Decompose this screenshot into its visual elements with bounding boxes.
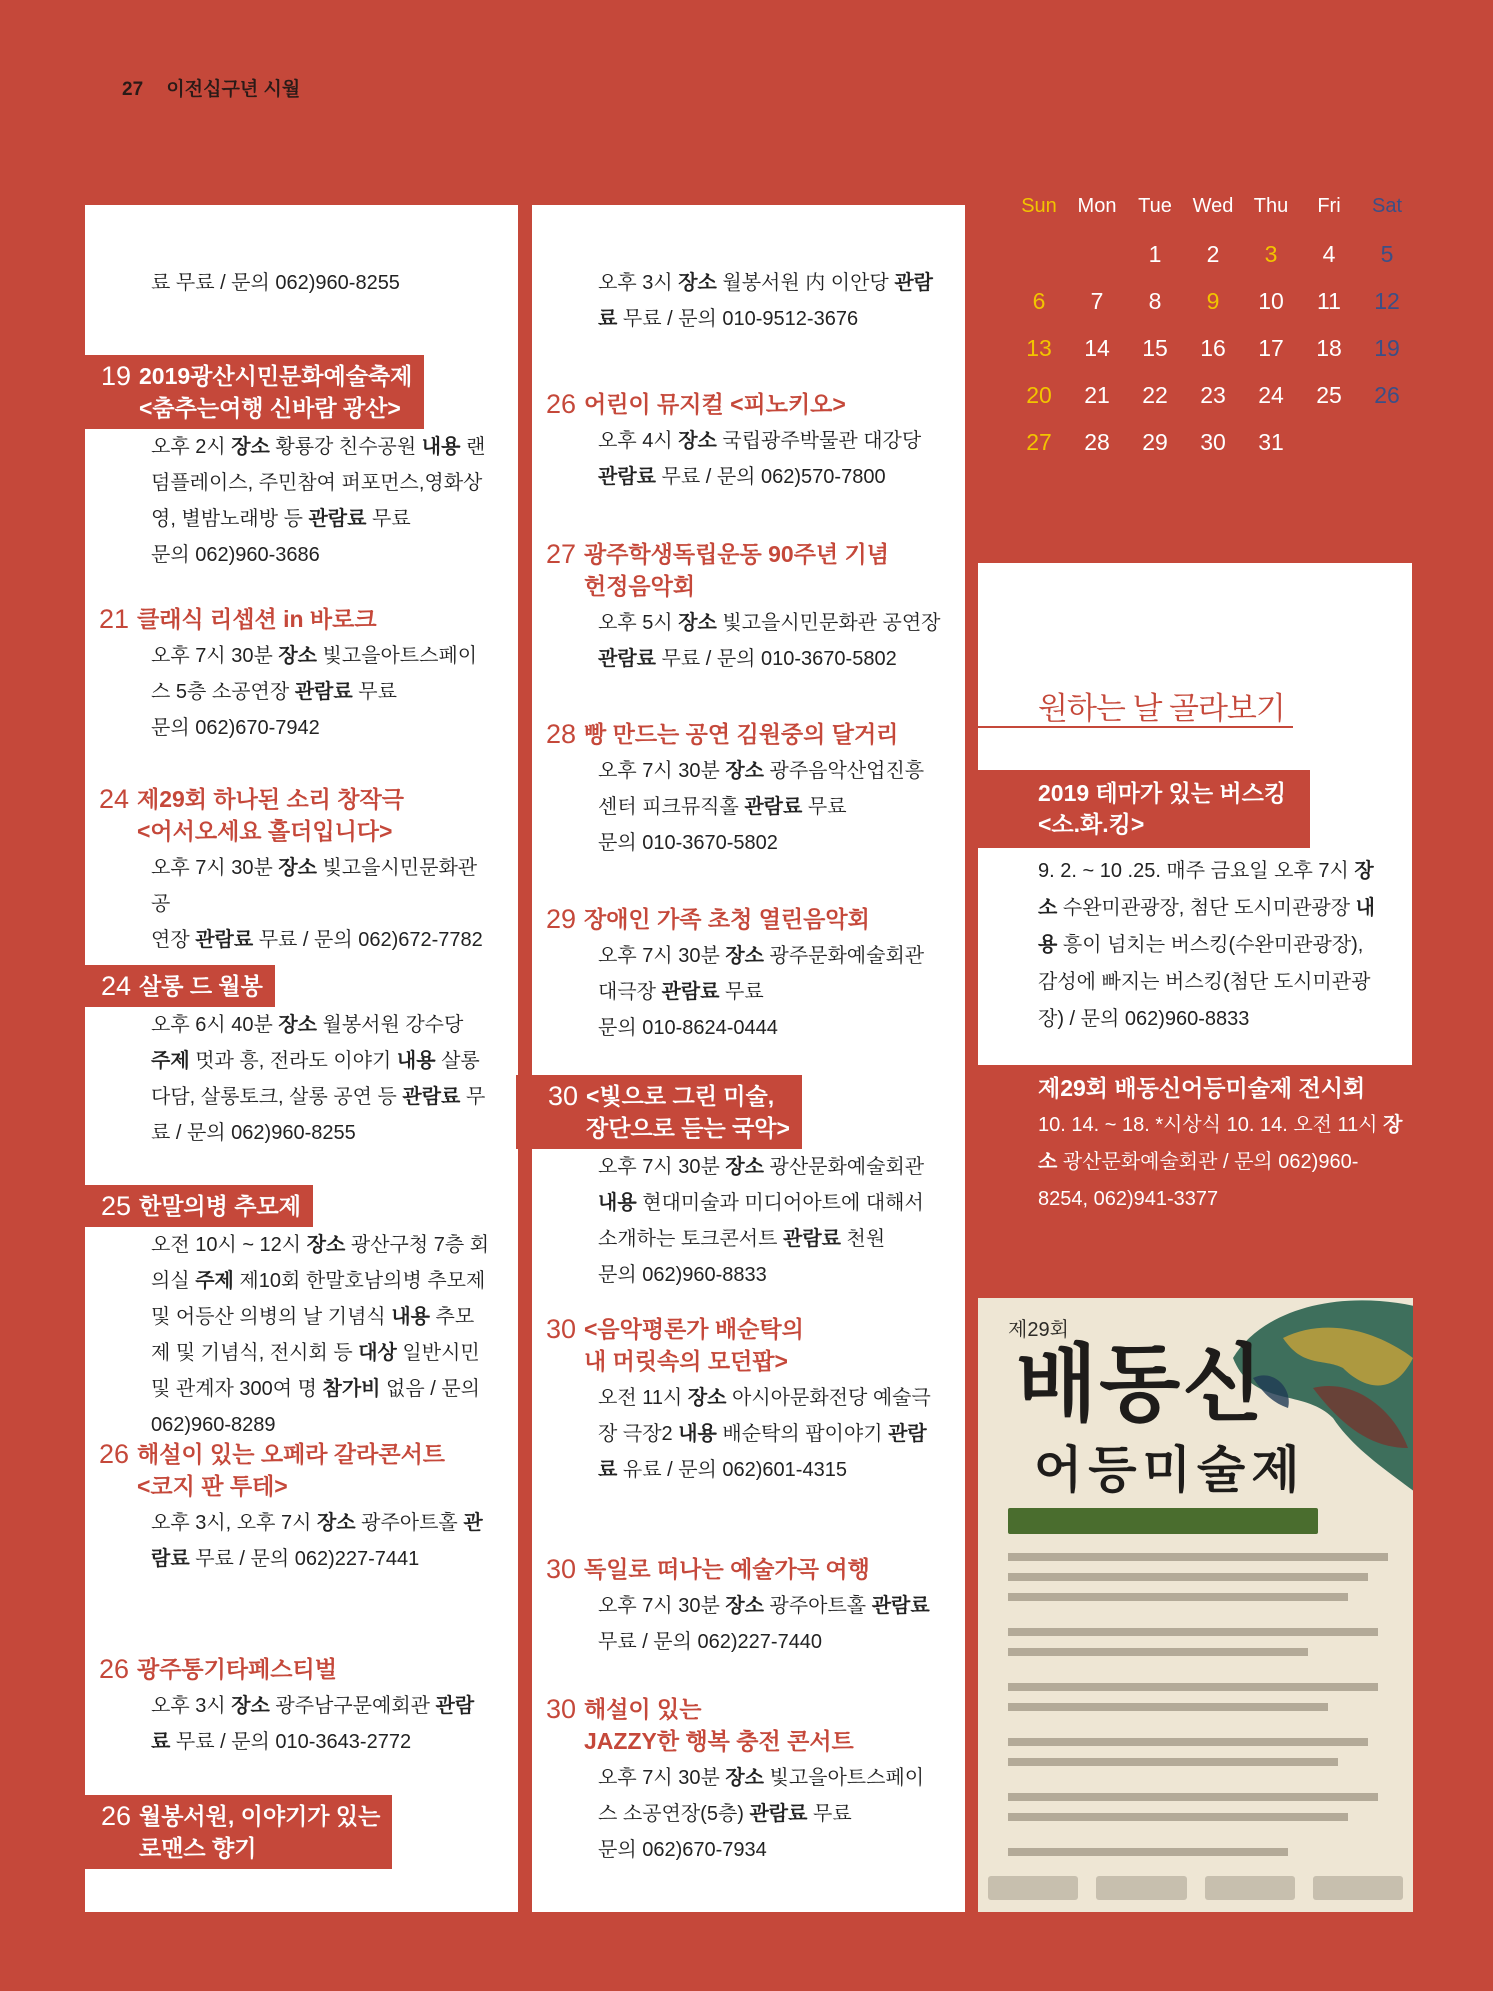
poster-text-line — [1008, 1553, 1388, 1561]
event-day: 19 — [100, 361, 131, 391]
event-title — [69, 1185, 313, 1227]
issue-title: 이전십구년 시월 — [166, 79, 301, 100]
events-column-2 — [532, 205, 965, 1912]
event-title — [516, 1075, 802, 1149]
pick-a-day-panel — [978, 563, 1412, 1065]
calendar-day[interactable]: 28 — [1084, 429, 1110, 455]
event-item — [532, 265, 965, 337]
event-title-text: 월봉서원, 이야기가 있는 로맨스 향기 — [139, 1803, 381, 1861]
sponsor-logo — [1096, 1876, 1186, 1900]
exhibition-title: 제29회 배동신어등미술제 전시회 — [978, 1067, 1398, 1109]
poster-text-line — [1008, 1848, 1288, 1856]
weekday-fri: Fri — [1317, 195, 1341, 217]
event-day: 30 — [547, 1081, 578, 1111]
event-day: 25 — [100, 1191, 131, 1221]
event-item — [532, 385, 965, 495]
event-title — [532, 1550, 965, 1588]
event-details: 오후 3시 장소 월봉서원 内 이안당 관람 료 무료 / 문의 010-9512-3676 — [598, 272, 933, 330]
poster-info-band — [1008, 1508, 1318, 1534]
event-title — [85, 600, 518, 638]
event-title — [532, 535, 965, 605]
event-title — [85, 780, 518, 850]
event-details: 오후 6시 40분 장소 월봉서원 강수당 주제 멋과 흥, 전라도 이야기 내용 살롱 다담, 살롱토크, 살롱 공연 등 관람료 무 료 / 문의 062)960-8255 — [151, 1014, 486, 1144]
event-title-text: 해설이 있는 오페라 갈라콘서트 <코지 판 투테> — [137, 1441, 446, 1499]
weekday-thu: Thu — [1253, 195, 1289, 217]
calendar-day — [1358, 419, 1416, 466]
event-details: 오후 7시 30분 장소 빛고을시민문화관 공 연장 관람료 무료 / 문의 062)672-7782 — [151, 857, 483, 951]
calendar-day[interactable]: 30 — [1200, 429, 1226, 455]
event-title — [532, 1690, 965, 1760]
calendar-day[interactable]: 4 — [1322, 241, 1336, 267]
event-item — [85, 1795, 518, 1869]
calendar-day[interactable]: 2 — [1206, 241, 1220, 267]
event-title — [532, 900, 965, 938]
calendar-day[interactable]: 1 — [1148, 241, 1162, 267]
event-details: 오후 7시 30분 장소 광주아트홀 관람료 무료 / 문의 062)227-7440 — [598, 1595, 930, 1653]
event-item — [532, 1690, 965, 1868]
calendar-day[interactable]: 16 — [1200, 335, 1226, 361]
event-details: 오후 2시 장소 황룡강 친수공원 내용 랜 덤플레이스, 주민참여 퍼포먼스,영화상 영, 별밤노래방 등 관람료 무료 문의 062)960-3686 — [151, 436, 486, 566]
event-title-text: 클래식 리셉션 in 바로크 — [137, 606, 377, 632]
calendar-week — [1010, 419, 1420, 466]
title-underline — [978, 726, 1293, 728]
event-details: 오후 7시 30분 장소 광산문화예술회관 내용 현대미술과 미디어아트에 대해서 소개하는 토크콘서트 관람료 천원 문의 062)960-8833 — [598, 1156, 925, 1286]
event-item — [85, 1185, 518, 1443]
calendar-week — [1010, 325, 1420, 372]
event-day: 24 — [98, 784, 129, 814]
event-title-text: 살롱 드 월봉 — [139, 973, 263, 999]
calendar-week — [1010, 372, 1420, 419]
calendar-weekday-header — [1010, 195, 1420, 231]
calendar-day[interactable]: 27 — [1026, 429, 1052, 455]
pick-a-day-title: 원하는 날 골라보기 — [1038, 691, 1285, 726]
poster-edition: 제29회 — [1008, 1319, 1069, 1341]
event-item — [85, 355, 518, 573]
event-day: 26 — [98, 1439, 129, 1469]
event-title-text: 독일로 떠나는 예술가곡 여행 — [584, 1556, 870, 1582]
event-title — [532, 385, 965, 423]
event-title — [85, 1435, 518, 1505]
weekday-wed: Wed — [1192, 195, 1234, 217]
event-title-text: 빵 만드는 공연 김원중의 달거리 — [584, 721, 899, 747]
busking-event-details: 9. 2. ~ 10 .25. 매주 금요일 오후 7시 장 소 수완미관광장, 첨단 도시미관광장 내 용 흥이 넘치는 버스킹(수완미관광장), 감성에 빠지는 버스킹(첨단 도시미관광 장) / 문의 062)960-8833 — [1038, 860, 1375, 1030]
event-day: 29 — [545, 904, 576, 934]
event-day: 28 — [545, 719, 576, 749]
event-item — [532, 1075, 965, 1293]
calendar-day[interactable]: 13 — [1026, 335, 1052, 361]
poster-headline: 배동신 — [1016, 1337, 1266, 1431]
calendar-day — [1300, 419, 1358, 466]
poster-text-line — [1008, 1793, 1378, 1801]
event-details: 오후 7시 30분 장소 광주음악산업진흥 센터 피크뮤직홀 관람료 무료 문의 010-3670-5802 — [598, 760, 925, 854]
event-item — [85, 780, 518, 958]
calendar-day[interactable]: 20 — [1026, 382, 1052, 408]
poster-text-line — [1008, 1758, 1338, 1766]
poster-sponsor-logos — [988, 1876, 1403, 1900]
poster-text-line — [1008, 1628, 1378, 1636]
event-item — [532, 1310, 965, 1488]
event-item — [85, 265, 518, 301]
event-title-text: <음악평론가 배순탁의 내 머릿속의 모던팝> — [584, 1316, 804, 1374]
calendar-day[interactable]: 17 — [1258, 335, 1284, 361]
poster-subheadline: 어등미술제 — [1034, 1442, 1306, 1498]
event-day: 24 — [100, 971, 131, 1001]
poster-text-line — [1008, 1573, 1368, 1581]
event-day: 27 — [545, 539, 576, 569]
event-title-text: <빛으로 그린 미술, 장단으로 듣는 국악> — [586, 1083, 790, 1141]
weekday-sun: Sun — [1021, 195, 1057, 217]
event-item — [532, 535, 965, 677]
weekday-mon: Mon — [1077, 195, 1117, 217]
events-column-1 — [85, 205, 518, 1912]
event-details: 오후 7시 30분 장소 광주문화예술회관 대극장 관람료 무료 문의 010-8624-0444 — [598, 945, 925, 1039]
calendar-day[interactable]: 26 — [1374, 382, 1400, 408]
calendar-day[interactable]: 6 — [1032, 288, 1046, 314]
calendar-day[interactable]: 7 — [1090, 288, 1104, 314]
event-day: 26 — [545, 389, 576, 419]
event-details: 오후 3시, 오후 7시 장소 광주아트홀 관 람료 무료 / 문의 062)227-7441 — [151, 1512, 483, 1570]
event-title — [69, 965, 275, 1007]
calendar-day[interactable]: 18 — [1316, 335, 1342, 361]
event-item — [85, 1650, 518, 1760]
calendar-day[interactable]: 5 — [1380, 241, 1394, 267]
event-item — [532, 715, 965, 861]
event-details: 오전 10시 ~ 12시 장소 광산구청 7층 회 의실 주제 제10회 한말호남의병 추모제 및 어등산 의병의 날 기념식 내용 추모 제 및 기념식, 전시회 등 대상 일반시민 및 관계자 300여 명 참가비 없음 / 문의 062)960-8289 — [151, 1234, 490, 1436]
calendar-day[interactable]: 11 — [1317, 288, 1341, 314]
sponsor-logo — [988, 1876, 1078, 1900]
event-title-text: 한말의병 추모제 — [139, 1193, 301, 1219]
event-details: 오전 11시 장소 아시아문화전당 예술극 장 극장2 내용 배순탁의 팝이야기 관람 료 유료 / 문의 062)601-4315 — [598, 1387, 931, 1481]
event-title — [85, 1650, 518, 1688]
event-title-text: 어린이 뮤지컬 <피노키오> — [584, 391, 846, 417]
poster-text-line — [1008, 1683, 1378, 1691]
event-title — [69, 1795, 392, 1869]
calendar-day — [1010, 231, 1068, 278]
event-details: 오후 7시 30분 장소 빛고을아트스페이 스 소공연장(5층) 관람료 무료 문의 062)670-7934 — [598, 1767, 925, 1861]
event-day: 26 — [100, 1801, 131, 1831]
exhibition-details: 10. 14. ~ 18. *시상식 10. 14. 오전 11시 장 소 광산문화예술회관 / 문의 062)960- 8254, 062)941-3377 — [1038, 1114, 1403, 1210]
event-title-text: 장애인 가족 초청 열린음악회 — [584, 906, 870, 932]
calendar-day — [1068, 231, 1126, 278]
calendar-day[interactable]: 31 — [1258, 429, 1284, 455]
event-item — [85, 965, 518, 1151]
event-day: 26 — [98, 1654, 129, 1684]
october-calendar — [1010, 195, 1420, 466]
calendar-day[interactable]: 15 — [1142, 335, 1168, 361]
event-title-text: 해설이 있는 JAZZY한 행복 충전 콘서트 — [584, 1696, 854, 1754]
poster-text-line — [1008, 1703, 1328, 1711]
calendar-day[interactable]: 14 — [1084, 335, 1110, 361]
weekday-sat: Sat — [1371, 195, 1403, 217]
calendar-day[interactable]: 10 — [1258, 288, 1284, 314]
event-item — [532, 1550, 965, 1660]
event-title — [532, 715, 965, 753]
page-number: 27 — [122, 79, 144, 100]
calendar-day[interactable]: 21 — [1084, 382, 1110, 408]
calendar-day[interactable]: 19 — [1374, 335, 1400, 361]
poster-text-line — [1008, 1593, 1348, 1601]
calendar-day[interactable]: 12 — [1374, 288, 1400, 314]
calendar-day[interactable]: 29 — [1142, 429, 1168, 455]
event-details: 오후 5시 장소 빛고을시민문화관 공연장 관람료 무료 / 문의 010-3670-5802 — [598, 612, 941, 670]
sponsor-logo — [1205, 1876, 1295, 1900]
event-day: 30 — [545, 1314, 576, 1344]
calendar-week — [1010, 278, 1420, 325]
calendar-day[interactable]: 9 — [1206, 288, 1220, 314]
event-item — [85, 600, 518, 746]
poster-text-line — [1008, 1813, 1348, 1821]
calendar-day[interactable]: 22 — [1142, 382, 1168, 408]
event-title-text: 광주통기타페스티벌 — [137, 1656, 337, 1682]
calendar-day[interactable]: 23 — [1200, 382, 1226, 408]
poster-text-line — [1008, 1648, 1308, 1656]
event-title-text: 광주학생독립운동 90주년 기념 헌정음악회 — [584, 541, 889, 599]
calendar-day[interactable]: 8 — [1148, 288, 1162, 314]
event-title — [69, 355, 424, 429]
poster-text-line — [1008, 1738, 1368, 1746]
event-title-text: 제29회 하나된 소리 창작극 <어서오세요 홀더입니다> — [137, 786, 404, 844]
event-details: 오후 3시 장소 광주남구문예회관 관람 료 무료 / 문의 010-3643-2772 — [151, 1695, 475, 1753]
busking-event-title: 2019 테마가 있는 버스킹 <소.화.킹> — [978, 770, 1310, 848]
calendar-week — [1010, 231, 1420, 278]
event-item — [532, 900, 965, 1046]
exhibition-poster-image — [978, 1298, 1413, 1912]
event-details: 료 무료 / 문의 062)960-8255 — [151, 272, 400, 294]
event-day: 30 — [545, 1694, 576, 1724]
event-details: 오후 7시 30분 장소 빛고을아트스페이 스 5층 소공연장 관람료 무료 문의 062)670-7942 — [151, 645, 478, 739]
event-day: 30 — [545, 1554, 576, 1584]
calendar-day[interactable]: 3 — [1264, 241, 1278, 267]
event-day: 21 — [98, 604, 129, 634]
event-title — [532, 1310, 965, 1380]
calendar-day[interactable]: 25 — [1316, 382, 1342, 408]
calendar-grid — [1010, 231, 1420, 466]
event-title-text: 2019광산시민문화예술축제 <춤추는여행 신바람 광산> — [139, 363, 413, 421]
event-details: 오후 4시 장소 국립광주박물관 대강당 관람료 무료 / 문의 062)570-7800 — [598, 430, 922, 488]
weekday-tue: Tue — [1138, 195, 1172, 217]
calendar-day[interactable]: 24 — [1258, 382, 1284, 408]
event-item — [85, 1435, 518, 1577]
page-header — [122, 74, 300, 101]
sponsor-logo — [1313, 1876, 1403, 1900]
